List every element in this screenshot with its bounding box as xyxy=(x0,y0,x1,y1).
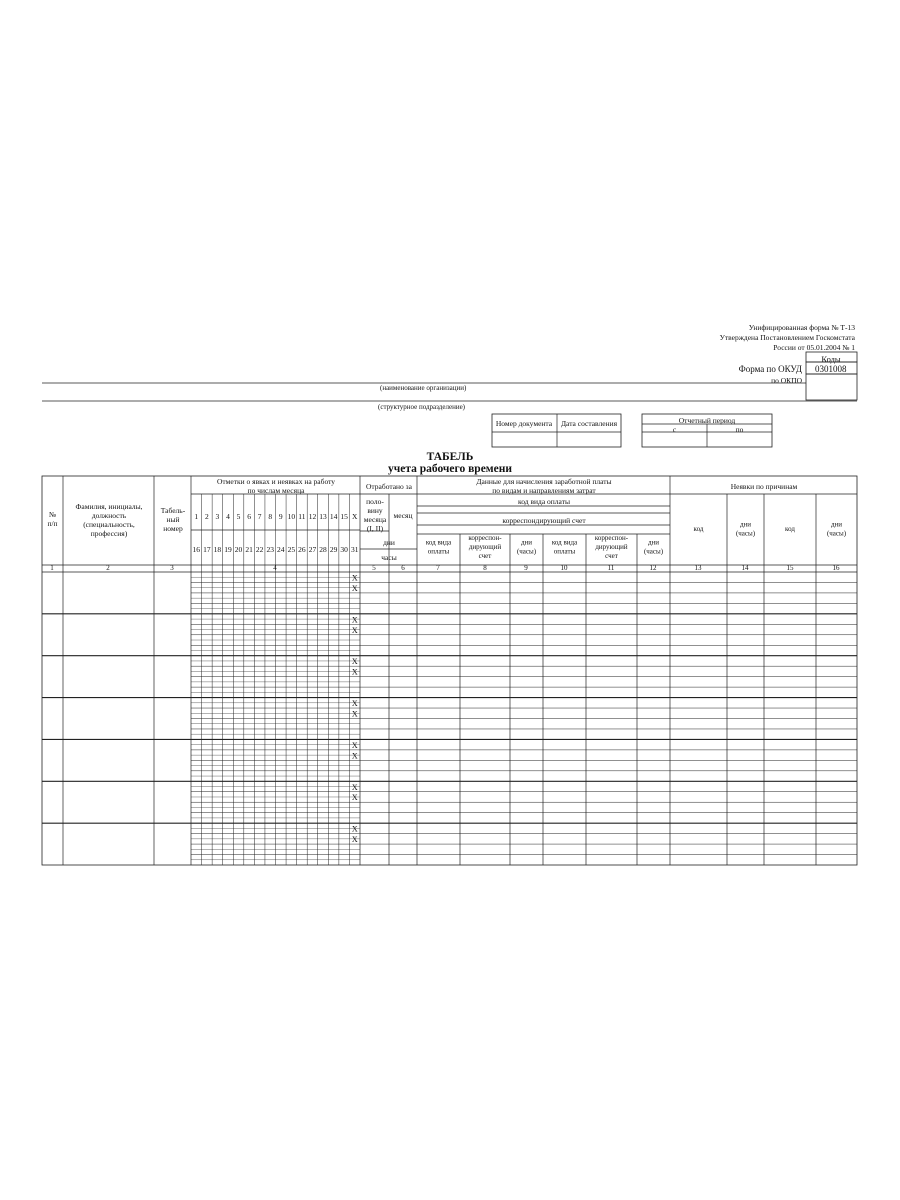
form-name: Унифицированная форма № Т-13 xyxy=(748,323,855,332)
x-mark: X xyxy=(351,709,358,719)
day-number-top: 13 xyxy=(319,512,327,521)
day-number-top: 14 xyxy=(329,512,338,521)
pay-subheader: код вида xyxy=(425,538,452,547)
day-number-top: 3 xyxy=(215,512,220,521)
day-number-top: X xyxy=(352,512,358,521)
day-number-top: 10 xyxy=(287,512,296,521)
x-mark: X xyxy=(351,615,358,625)
document-subtitle: учета рабочего времени xyxy=(387,463,512,475)
form-approval-date: России от 05.01.2004 № 1 xyxy=(773,343,855,352)
x-mark: X xyxy=(351,740,358,750)
pay-subheader: оплаты xyxy=(427,547,450,556)
column-number: 9 xyxy=(524,564,528,572)
day-number-bottom: 22 xyxy=(255,545,264,554)
absence-subheader: код xyxy=(693,525,704,533)
column-number: 15 xyxy=(786,564,794,572)
day-number-top: 2 xyxy=(204,512,209,521)
x-mark: X xyxy=(351,667,358,677)
day-number-top: 4 xyxy=(226,512,230,521)
org-name-caption: (наименование организации) xyxy=(380,384,467,392)
pay-subheader: дни xyxy=(520,538,533,547)
day-number-bottom: 20 xyxy=(234,545,243,554)
day-number-bottom: 30 xyxy=(340,545,348,554)
day-number-top: 8 xyxy=(268,512,273,521)
absence-subheader: (часы) xyxy=(826,529,847,538)
x-mark: X xyxy=(351,625,358,635)
col-tabnum-header: Табель- ный номер xyxy=(160,506,186,533)
worked-header: Отработано за xyxy=(366,482,412,491)
column-number: 13 xyxy=(694,564,702,572)
x-mark: X xyxy=(351,583,358,593)
absence-subheader: код xyxy=(785,525,795,533)
day-number-bottom: 28 xyxy=(319,545,327,554)
x-mark: X xyxy=(351,751,358,761)
col-name-header: Фамилия, инициалы, должность (специальность, профессия) xyxy=(75,502,143,538)
doc-date-label: Дата составления xyxy=(560,419,618,428)
absence-subheader: дни xyxy=(739,520,752,529)
okpo-label: по ОКПО xyxy=(771,376,802,385)
document-title: ТАБЕЛЬ xyxy=(426,451,474,463)
form-approval: Утверждена Постановлением Госкомстата xyxy=(719,333,855,342)
day-number-top: 1 xyxy=(194,512,199,521)
day-number-top: 15 xyxy=(340,512,348,521)
doc-number-label: Номер документа xyxy=(495,419,553,428)
x-mark: X xyxy=(351,573,358,583)
day-number-bottom: 17 xyxy=(203,545,211,554)
pay-subheader: корреспон- xyxy=(468,534,502,542)
pay-subheader: корреспон- xyxy=(594,534,629,542)
pay-subheader: счет xyxy=(478,552,492,560)
column-number: 16 xyxy=(832,564,840,572)
worked-hours-label: часы xyxy=(381,553,397,562)
pay-header: Данные для начисления заработной платы по видам и направлениям затрат xyxy=(476,477,612,495)
day-number-top: 11 xyxy=(298,512,306,521)
okud-label: Форма по ОКУД xyxy=(738,364,802,374)
day-number-bottom: 25 xyxy=(287,545,296,554)
doc-box xyxy=(492,414,621,447)
column-number: 6 xyxy=(401,564,405,572)
day-number-bottom: 31 xyxy=(350,545,359,554)
day-number-bottom: 24 xyxy=(277,545,285,554)
x-mark: X xyxy=(351,835,358,845)
pay-subheader: дирующий xyxy=(595,543,628,551)
period-to-label: по xyxy=(735,425,744,434)
okud-cell xyxy=(806,362,857,374)
day-number-top: 9 xyxy=(278,512,283,521)
codes-header-cell xyxy=(806,352,857,362)
half-month-header: поло- вину месяца (I, II) xyxy=(363,497,387,533)
day-number-bottom: 26 xyxy=(298,545,306,554)
period-from-label: с xyxy=(672,425,677,434)
x-mark: X xyxy=(351,699,358,709)
day-number-top: 12 xyxy=(308,512,317,521)
column-number: 12 xyxy=(649,564,657,572)
absence-subheader: дни xyxy=(830,520,843,529)
day-number-top: 6 xyxy=(247,512,251,521)
marks-header: Отметки о явках и неявках на работу по числам месяца xyxy=(216,477,336,495)
absence-header: Неявки по причинам xyxy=(730,482,798,491)
day-number-bottom: 18 xyxy=(213,545,222,554)
worked-days-label: дни xyxy=(383,538,395,547)
pay-subheader: счет xyxy=(605,552,618,560)
pay-subheader: (часы) xyxy=(516,547,537,556)
day-number-bottom: 19 xyxy=(224,545,232,554)
x-mark: X xyxy=(351,657,358,667)
column-number: 2 xyxy=(106,564,110,572)
pay-account-row: корреспондирующий счет xyxy=(502,516,586,525)
column-number: 3 xyxy=(170,564,174,572)
day-number-bottom: 27 xyxy=(308,545,317,554)
column-number: 11 xyxy=(607,564,615,572)
okpo-cell xyxy=(806,374,857,400)
x-mark: X xyxy=(351,782,358,792)
period-label: Отчетный период xyxy=(678,416,736,425)
pay-subheader: оплаты xyxy=(553,547,576,556)
x-mark: X xyxy=(351,824,358,834)
column-number: 7 xyxy=(436,564,440,572)
day-number-top: 5 xyxy=(236,512,241,521)
okud-value: 0301008 xyxy=(815,364,847,374)
day-number-top: 7 xyxy=(257,512,262,521)
x-mark: X xyxy=(351,793,358,803)
day-number-bottom: 29 xyxy=(329,545,338,554)
month-header: месяц xyxy=(393,511,413,520)
column-number: 10 xyxy=(560,564,568,572)
column-number: 8 xyxy=(483,564,487,572)
pay-subheader: дни xyxy=(647,538,660,547)
column-number: 4 xyxy=(273,564,277,572)
day-number-bottom: 21 xyxy=(245,545,253,554)
column-number: 5 xyxy=(372,564,376,572)
absence-subheader: (часы) xyxy=(735,529,756,538)
pay-subheader: (часы) xyxy=(643,547,664,556)
department-caption: (структурное подразделение) xyxy=(378,403,466,411)
pay-code-row: код вида оплаты xyxy=(517,497,571,506)
column-number: 14 xyxy=(741,564,749,572)
column-number: 1 xyxy=(50,564,54,572)
col-number-header: № п/п xyxy=(47,510,58,528)
day-number-bottom: 23 xyxy=(266,545,274,554)
codes-header: Коды xyxy=(821,354,841,364)
pay-subheader: код вида xyxy=(551,538,578,547)
pay-subheader: дирующий xyxy=(468,543,502,551)
day-number-bottom: 16 xyxy=(192,545,201,554)
